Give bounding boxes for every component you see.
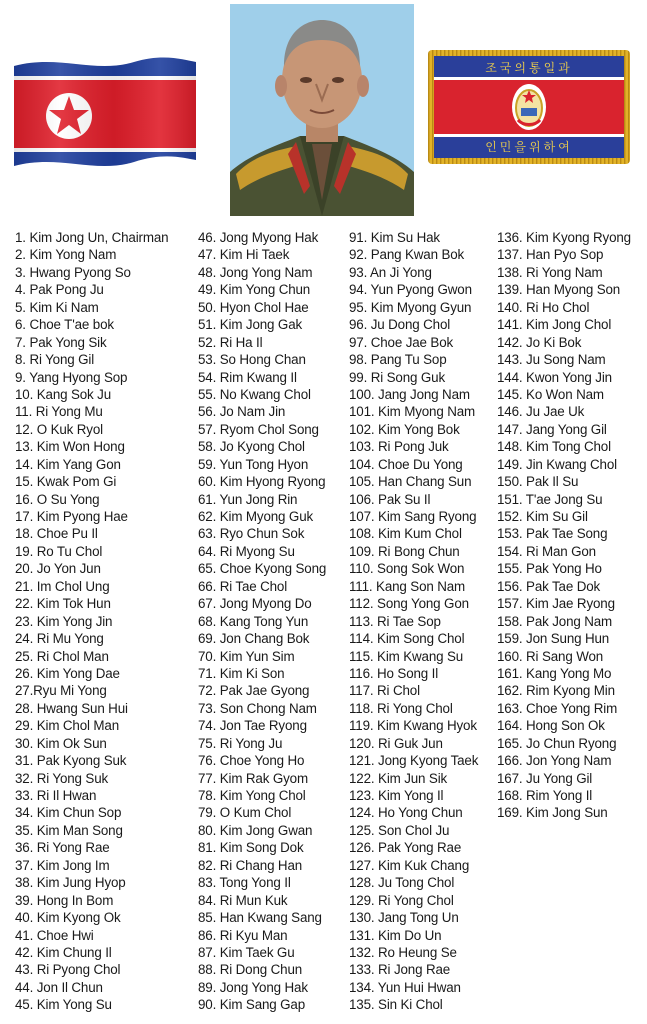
list-item: 85. Han Kwang Sang: [198, 910, 322, 926]
list-item: 79. O Kum Chol: [198, 805, 292, 821]
list-item: 164. Hong Son Ok: [497, 718, 605, 734]
list-item: 17. Kim Pyong Hae: [15, 509, 128, 524]
list-item: 72. Pak Jae Gyong: [198, 683, 310, 699]
list-item: 106. Pak Su Il: [349, 491, 431, 507]
list-item: 14. Kim Yang Gon: [15, 456, 121, 472]
list-item: 129. Ri Yong Chol: [349, 892, 454, 908]
list-item: 30. Kim Ok Sun: [15, 735, 107, 751]
list-item: 113. Ri Tae Sop: [349, 613, 441, 629]
list-item: 39. Hong In Bom: [15, 892, 114, 908]
list-item: 149. Jin Kwang Chol: [497, 456, 617, 472]
list-item: 108. Kim Kum Chol: [349, 526, 462, 542]
list-item: 73. Son Chong Nam: [198, 700, 317, 716]
list-item: 143. Ju Song Nam: [497, 352, 606, 368]
list-item: 130. Jang Tong Un: [349, 910, 459, 926]
list-item: 144. Kwon Yong Jin: [497, 369, 612, 385]
banner-top-text: 조국의통일과: [485, 61, 573, 75]
list-item: 24. Ri Mu Yong: [15, 631, 104, 647]
members-list: [0, 229, 647, 1019]
list-item: 121. Jong Kyong Taek: [349, 753, 479, 769]
list-item: 65. Choe Kyong Song: [198, 561, 327, 577]
list-item: 40. Kim Kyong Ok: [15, 910, 121, 926]
list-item: 122. Kim Jun Sik: [349, 770, 448, 786]
list-item: 74. Jon Tae Ryong: [198, 718, 307, 734]
list-item: 70. Kim Yun Sim: [198, 648, 295, 664]
list-item: 67. Jong Myong Do: [198, 596, 312, 612]
list-item: 135. Sin Ki Chol: [349, 997, 443, 1013]
list-item: 5. Kim Ki Nam: [15, 299, 99, 315]
list-item: 53. So Hong Chan: [198, 352, 306, 368]
list-item: 55. No Kwang Chol: [198, 386, 311, 402]
list-item: 169. Kim Jong Sun: [497, 805, 608, 821]
list-item: 4. Pak Pong Ju: [15, 282, 104, 298]
list-item: 28. Hwang Sun Hui: [15, 700, 128, 716]
list-item: 26. Kim Yong Dae: [15, 665, 120, 681]
list-item: 18. Choe Pu Il: [15, 526, 98, 542]
list-item: 32. Ri Yong Suk: [15, 770, 109, 786]
list-item: 7. Pak Yong Sik: [15, 334, 107, 350]
list-item: 86. Ri Kyu Man: [198, 927, 288, 943]
list-item: 62. Kim Myong Guk: [198, 509, 314, 524]
list-item: 141. Kim Jong Chol: [497, 317, 612, 333]
list-item: 102. Kim Yong Bok: [349, 421, 460, 437]
list-item: 120. Ri Guk Jun: [349, 735, 443, 751]
list-item: 2. Kim Yong Nam: [15, 247, 117, 263]
list-item: 12. O Kuk Ryol: [15, 421, 103, 437]
list-item: 101. Kim Myong Nam: [349, 404, 476, 420]
list-item: 6. Choe T'ae bok: [15, 317, 114, 333]
list-item: 82. Ri Chang Han: [198, 857, 303, 873]
list-item: 54. Rim Kwang Il: [198, 369, 297, 385]
list-item: 100. Jang Jong Nam: [349, 386, 470, 402]
list-item: 35. Kim Man Song: [15, 822, 123, 838]
name-column-2: [198, 229, 326, 1014]
banner-bottom-text: 인민을위하여: [485, 140, 573, 154]
portrait-photo: [230, 4, 414, 216]
list-item: 142. Jo Ki Bok: [497, 334, 582, 350]
list-item: 132. Ro Heung Se: [349, 944, 457, 960]
list-item: 112. Song Yong Gon: [349, 596, 469, 612]
list-item: 162. Rim Kyong Min: [497, 683, 615, 699]
list-item: 116. Ho Song Il: [349, 665, 439, 681]
list-item: 119. Kim Kwang Hyok: [349, 718, 477, 734]
list-item: 160. Ri Sang Won: [497, 648, 604, 664]
list-item: 146. Ju Jae Uk: [497, 404, 585, 420]
list-item: 8. Ri Yong Gil: [15, 352, 95, 368]
list-item: 136. Kim Kyong Ryong: [497, 230, 631, 245]
list-item: 19. Ro Tu Chol: [15, 543, 103, 559]
list-item: 36. Ri Yong Rae: [15, 840, 110, 856]
list-item: 118. Ri Yong Chol: [349, 700, 453, 716]
slogan-banner: [428, 50, 630, 164]
list-item: 92. Pang Kwan Bok: [349, 247, 465, 263]
list-item: 114. Kim Song Chol: [349, 631, 465, 647]
list-item: 20. Jo Yon Jun: [15, 561, 101, 577]
list-item: 3. Hwang Pyong So: [15, 264, 131, 280]
list-item: 158. Pak Jong Nam: [497, 613, 613, 629]
list-item: 45. Kim Yong Su: [15, 997, 112, 1013]
list-item: 47. Kim Hi Taek: [198, 247, 290, 263]
list-item: 34. Kim Chun Sop: [15, 805, 122, 821]
list-item: 161. Kang Yong Mo: [497, 665, 612, 681]
list-item: 137. Han Pyo Sop: [497, 247, 604, 263]
list-item: 123. Kim Yong Il: [349, 788, 444, 803]
list-item: 110. Song Sok Won: [349, 561, 465, 577]
list-item: 58. Jo Kyong Chol: [198, 439, 305, 455]
list-item: 126. Pak Yong Rae: [349, 840, 462, 856]
name-column-1: [15, 229, 168, 1014]
national-flag-image: [14, 56, 196, 172]
list-item: 21. Im Chol Ung: [15, 578, 110, 594]
list-item: 168. Rim Yong Il: [497, 788, 593, 803]
list-item: 66. Ri Tae Chol: [198, 578, 288, 594]
list-item: 159. Jon Sung Hun: [497, 631, 610, 647]
list-item: 127. Kim Kuk Chang: [349, 857, 470, 873]
name-column-4: [497, 229, 631, 822]
list-item: 166. Jon Yong Nam: [497, 753, 612, 769]
list-item: 140. Ri Ho Chol: [497, 299, 590, 315]
list-item: 151. T'ae Jong Su: [497, 491, 603, 507]
list-item: 155. Pak Yong Ho: [497, 561, 602, 577]
list-item: 89. Jong Yong Hak: [198, 979, 308, 995]
list-item: 57. Ryom Chol Song: [198, 421, 319, 437]
list-item: 109. Ri Bong Chun: [349, 543, 460, 559]
list-item: 27.Ryu Mi Yong: [15, 683, 107, 699]
list-item: 76. Choe Yong Ho: [198, 753, 305, 769]
list-item: 107. Kim Sang Ryong: [349, 509, 477, 524]
list-item: 22. Kim Tok Hun: [15, 596, 111, 612]
list-item: 139. Han Myong Son: [497, 282, 621, 298]
list-item: 133. Ri Jong Rae: [349, 962, 451, 978]
list-item: 156. Pak Tae Dok: [497, 578, 601, 594]
list-item: 42. Kim Chung Il: [15, 944, 112, 960]
list-item: 97. Choe Jae Bok: [349, 334, 454, 350]
state-emblem-icon: [512, 84, 546, 130]
list-item: 150. Pak Il Su: [497, 474, 579, 490]
list-item: 46. Jong Myong Hak: [198, 230, 319, 245]
name-column-3: [349, 229, 478, 1014]
list-item: 157. Kim Jae Ryong: [497, 596, 615, 612]
list-item: 105. Han Chang Sun: [349, 474, 472, 490]
list-item: 98. Pang Tu Sop: [349, 352, 447, 368]
list-item: 84. Ri Mun Kuk: [198, 892, 288, 908]
list-item: 83. Tong Yong Il: [198, 875, 291, 891]
list-item: 163. Choe Yong Rim: [497, 700, 618, 716]
list-item: 59. Yun Tong Hyon: [198, 456, 309, 472]
list-item: 49. Kim Yong Chun: [198, 282, 311, 298]
list-item: 1. Kim Jong Un, Chairman: [15, 230, 169, 245]
list-item: 145. Ko Won Nam: [497, 386, 604, 402]
list-item: 10. Kang Sok Ju: [15, 386, 112, 402]
list-item: 138. Ri Yong Nam: [497, 264, 603, 280]
list-item: 153. Pak Tae Song: [497, 526, 608, 542]
list-item: 63. Ryo Chun Sok: [198, 526, 305, 542]
list-item: 56. Jo Nam Jin: [198, 404, 286, 420]
list-item: 29. Kim Chol Man: [15, 718, 120, 734]
list-item: 61. Yun Jong Rin: [198, 491, 298, 507]
list-item: 48. Jong Yong Nam: [198, 264, 313, 280]
list-item: 87. Kim Taek Gu: [198, 944, 295, 960]
list-item: 165. Jo Chun Ryong: [497, 735, 617, 751]
list-item: 15. Kwak Pom Gi: [15, 474, 117, 490]
list-item: 31. Pak Kyong Suk: [15, 753, 127, 769]
list-item: 99. Ri Song Guk: [349, 369, 446, 385]
list-item: 60. Kim Hyong Ryong: [198, 474, 326, 490]
list-item: 13. Kim Won Hong: [15, 439, 125, 455]
list-item: 115. Kim Kwang Su: [349, 648, 464, 664]
list-item: 125. Son Chol Ju: [349, 822, 450, 838]
list-item: 9. Yang Hyong Sop: [15, 369, 128, 385]
list-item: 11. Ri Yong Mu: [15, 404, 103, 420]
list-item: 43. Ri Pyong Chol: [15, 962, 121, 978]
list-item: 80. Kim Jong Gwan: [198, 822, 313, 838]
list-item: 128. Ju Tong Chol: [349, 875, 455, 891]
list-item: 93. An Ji Yong: [349, 264, 432, 280]
list-item: 148. Kim Tong Chol: [497, 439, 611, 455]
list-item: 111. Kang Son Nam: [349, 578, 466, 594]
list-item: 91. Kim Su Hak: [349, 230, 440, 245]
list-item: 104. Choe Du Yong: [349, 456, 463, 472]
list-item: 77. Kim Rak Gyom: [198, 770, 308, 786]
list-item: 81. Kim Song Dok: [198, 840, 304, 856]
list-item: 131. Kim Do Un: [349, 927, 442, 943]
list-item: 152. Kim Su Gil: [497, 509, 588, 524]
list-item: 134. Yun Hui Hwan: [349, 979, 461, 995]
list-item: 88. Ri Dong Chun: [198, 962, 303, 978]
list-item: 41. Choe Hwi: [15, 927, 94, 943]
list-item: 68. Kang Tong Yun: [198, 613, 309, 629]
list-item: 96. Ju Dong Chol: [349, 317, 451, 333]
list-item: 95. Kim Myong Gyun: [349, 299, 472, 315]
list-item: 154. Ri Man Gon: [497, 543, 596, 559]
list-item: 124. Ho Yong Chun: [349, 805, 463, 821]
list-item: 16. O Su Yong: [15, 491, 100, 507]
list-item: 78. Kim Yong Chol: [198, 788, 306, 803]
list-item: 52. Ri Ha Il: [198, 334, 263, 350]
list-item: 50. Hyon Chol Hae: [198, 299, 309, 315]
list-item: 33. Ri Il Hwan: [15, 788, 97, 803]
list-item: 117. Ri Chol: [349, 683, 420, 699]
list-item: 75. Ri Yong Ju: [198, 735, 283, 751]
list-item: 51. Kim Jong Gak: [198, 317, 303, 333]
list-item: 69. Jon Chang Bok: [198, 631, 310, 647]
list-item: 37. Kim Jong Im: [15, 857, 110, 873]
list-item: 23. Kim Yong Jin: [15, 613, 113, 629]
list-item: 94. Yun Pyong Gwon: [349, 282, 472, 298]
list-item: 38. Kim Jung Hyop: [15, 875, 126, 891]
list-item: 103. Ri Pong Juk: [349, 439, 449, 455]
list-item: 90. Kim Sang Gap: [198, 997, 306, 1013]
list-item: 167. Ju Yong Gil: [497, 770, 593, 786]
list-item: 147. Jang Yong Gil: [497, 421, 607, 437]
list-item: 64. Ri Myong Su: [198, 543, 295, 559]
list-item: 71. Kim Ki Son: [198, 665, 285, 681]
list-item: 25. Ri Chol Man: [15, 648, 109, 664]
list-item: 44. Jon Il Chun: [15, 979, 103, 995]
